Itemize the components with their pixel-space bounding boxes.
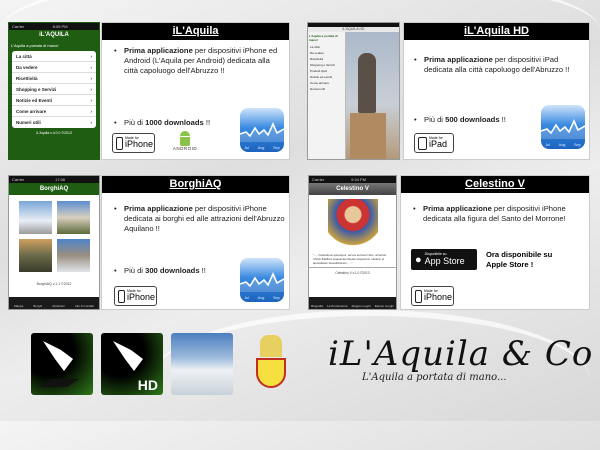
eagle-icon [43, 341, 73, 371]
tab-attrazioni[interactable]: Attrazioni [52, 304, 65, 308]
tab-bar [309, 297, 396, 309]
menu-item[interactable]: La città [310, 45, 320, 49]
tab-elenco-luoghi[interactable]: Elenco Luoghi [374, 304, 394, 308]
tab-info[interactable]: Info & Contatti [74, 304, 94, 308]
saint-illustration [328, 199, 378, 251]
card-title: iL'Aquila HD [404, 23, 589, 40]
stock-axis-label: Sep [272, 146, 280, 150]
bullet-description: • Prima applicazione per dispositivi iPhone dedicata ai borghi ed alle attrazioni dell'Abruzzo Aquilano !! [114, 204, 286, 234]
laquila-phone-screenshot [8, 22, 100, 160]
stock-axis-labels [240, 296, 284, 300]
menu-item[interactable]: Notizie ed Eventi › [12, 95, 96, 106]
menu-item[interactable]: Shopping e Servizi [310, 63, 336, 67]
quote: "......Cœlestinus episcopus, servus servorum Dei, universis Christi fidelibus praesentes litteras inspecturis, salutem et apostolicam benedictionem......" [309, 251, 396, 268]
borghiaq-card [101, 175, 290, 310]
celestino-coat-of-arms [241, 333, 303, 395]
stocks-icon [240, 108, 284, 152]
bullet-description: • Prima applicazione per dispositivi iPad dedicata alla città capoluogo dell'Abruzzo !! [414, 55, 574, 75]
app-header: iL'AQUILA [39, 32, 69, 38]
menu-item[interactable]: Come arrivare [310, 81, 330, 85]
menu-item[interactable]: Numeri utili [310, 87, 326, 91]
borghiaq-app-icon [171, 333, 233, 395]
carrier: Carrier [12, 24, 25, 29]
brand-title: iL'Aquila & Co [328, 334, 594, 374]
statue-photo [358, 53, 376, 113]
available-text: Ora disponibile su Apple Store ! [486, 250, 553, 269]
laquila-hd-ipad-screenshot [307, 22, 400, 160]
tab-borghi[interactable]: Borghi [33, 304, 43, 308]
tab-perdonanza[interactable]: La Perdonanza [327, 304, 348, 308]
made-for-ipad-badge: Made for iPad [414, 133, 454, 153]
menu-item[interactable]: Da vedere › [12, 62, 96, 73]
celestino-card [400, 175, 590, 310]
stock-axis-label: Sep [573, 143, 581, 147]
photo-tile[interactable] [57, 201, 90, 234]
hd-label: HD [137, 377, 158, 393]
app-footer: BorghiAQ v.1.1 ©2012 [36, 282, 72, 286]
menu-item[interactable]: Come arrivare › [12, 106, 96, 117]
app-store-badge[interactable]: ● Disponibile su App Store [411, 249, 477, 270]
menu-item[interactable]: La città › [12, 51, 96, 62]
stocks-icon [240, 258, 284, 302]
bullet-downloads: • Più di 300 downloads !! [114, 266, 206, 276]
bullet-downloads: • Più di 1000 downloads !! [114, 118, 210, 128]
bullet-downloads: • Più di 500 downloads !! [414, 115, 506, 125]
menu-list [12, 51, 96, 128]
stock-axis-label: Jul [244, 146, 250, 150]
app-subheader: L'Aquila a portata di mano! [11, 43, 59, 48]
stock-axis-label: Aug [257, 146, 265, 150]
photo-tile[interactable] [57, 239, 90, 272]
stock-axis-labels [240, 146, 284, 150]
stock-axis-label: Jul [545, 143, 551, 147]
laquila-hd-app-icon [101, 333, 163, 395]
photo-tile[interactable] [19, 239, 52, 272]
app-header: BorghiAQ [9, 183, 99, 195]
bullet-description: • Prima applicazione per dispositivi iPhone dedicata alla figura del Santo del Morrone! [413, 204, 583, 224]
stock-axis-labels [541, 143, 585, 147]
menu-item[interactable]: Da vedere [310, 51, 324, 55]
made-for-iphone-badge: Made for iPhone [114, 286, 157, 306]
app-footer: iL'Aquila v.4.0.0 ©2013 [36, 131, 72, 135]
photo-grid [9, 201, 99, 272]
borghiaq-phone-screenshot: Carrier 17:06 BorghiAQ BorghiAQ v.1.1 ©2012 Mappa Borghi Attrazioni Info & Contatti [8, 175, 100, 310]
made-for-iphone-badge: Made for iPhone [112, 133, 155, 153]
app-header: Celestino V [309, 183, 396, 195]
card-title: iL'Aquila [102, 23, 289, 40]
tab-biografia[interactable]: Biografia [311, 304, 323, 308]
apple-icon: ● [415, 253, 422, 266]
statue-pedestal [350, 113, 386, 160]
menu-item[interactable]: Notizie ed eventi [310, 75, 333, 79]
card-title: Celestino V [401, 176, 589, 193]
bullet-description: • Prima applicazione per dispositivi iPhone ed Android (L'Aquila per Android) dedicata alla città capoluogo dell'Abruzzo !! [114, 46, 282, 76]
stock-axis-label: Sep [272, 296, 280, 300]
menu-item[interactable]: Shopping e Servizi › [12, 84, 96, 95]
laquila-hd-card [403, 22, 590, 160]
stock-axis-label: Aug [257, 296, 265, 300]
stocks-icon [541, 105, 585, 149]
app-footer: Celestino V v.1.0 ©2013 [335, 271, 370, 275]
android-logo: ANDROID [172, 131, 198, 151]
menu-item[interactable]: Ricettività [310, 57, 324, 61]
menu-item[interactable]: Prodotti tipici [310, 69, 328, 73]
ipad-header: iL'AQUILA HD [308, 27, 399, 32]
laquila-app-icon [31, 333, 93, 395]
card-title: BorghiAQ [102, 176, 289, 193]
ipad-sidebar: L'Aquila a portata di mano! La città Da vedere Ricettività Shopping e Servizi Prodotti tipici Notizie ed eventi Come arrivare Numeri utili [308, 32, 346, 159]
stock-axis-label: Aug [558, 143, 566, 147]
made-for-iphone-badge: Made for iPhone [411, 286, 454, 306]
laquila-card [101, 22, 290, 160]
eagle-icon [113, 341, 143, 371]
tab-mappa-luoghi[interactable]: Mappa Luoghi [351, 304, 371, 308]
stock-axis-label: Jul [244, 296, 250, 300]
menu-item[interactable]: Ricettività › [12, 73, 96, 84]
tab-mappa[interactable]: Mappa [14, 304, 24, 308]
time: 8:05 PM [52, 24, 68, 29]
photo-tile[interactable] [19, 201, 52, 234]
menu-item[interactable]: Numeri utili › [16, 120, 92, 125]
celestino-phone-screenshot: Carrier 9:34 PM Celestino V "......Cœlestinus episcopus, servus servorum Dei, universis Christi fidelibus praesentes litteras inspecturis, salutem et apostolicam benedictionem......" Celestino V v.1.0 ©2013 Biografia La Perdonanza Mappa Luoghi Elenco Luoghi [308, 175, 397, 310]
tab-bar [9, 297, 99, 309]
brand-tagline: L'Aquila a portata di mano... [362, 372, 507, 383]
